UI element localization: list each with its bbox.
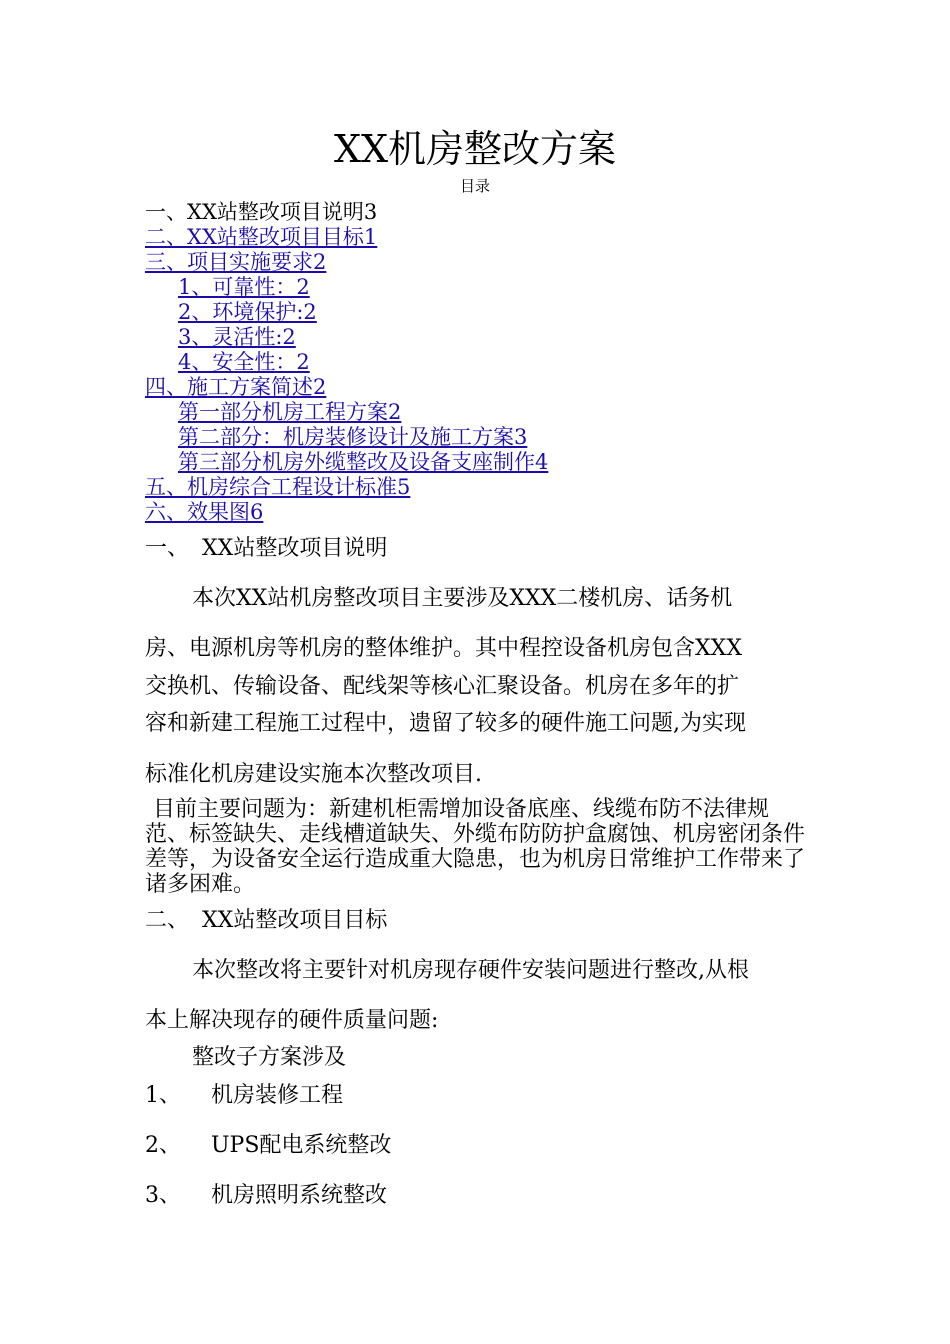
- paragraph-line: 本次整改将主要针对机房现存硬件安装问题进行整改,从根: [192, 958, 749, 983]
- toc-link[interactable]: 三、项目实施要求2: [145, 250, 327, 274]
- toc-link[interactable]: 第一部分机房工程方案2: [178, 400, 402, 424]
- toc-label: 目录: [459, 177, 490, 195]
- section-2-number: 二、: [145, 908, 190, 933]
- toc-entry[interactable]: [178, 325, 296, 350]
- list-item: 机房装修工程: [211, 1083, 344, 1108]
- list-item-number: 3、: [145, 1183, 181, 1208]
- toc-entry[interactable]: [178, 425, 527, 450]
- toc-entry[interactable]: [145, 225, 377, 250]
- list-item: UPS配电系统整改: [211, 1133, 392, 1158]
- toc-link[interactable]: 1、可靠性：2: [178, 275, 310, 299]
- toc-entry[interactable]: [178, 400, 401, 425]
- toc-entry[interactable]: [145, 250, 326, 275]
- toc-entry[interactable]: [178, 350, 310, 375]
- toc-link[interactable]: 四、施工方案简述2: [145, 375, 327, 399]
- toc-link[interactable]: 第三部分机房外缆整改及设备支座制作4: [178, 450, 549, 474]
- toc-link[interactable]: 二、XX站整改项目目标1: [145, 225, 378, 249]
- toc-entry[interactable]: [145, 375, 326, 400]
- toc-link[interactable]: 4、安全性：2: [178, 350, 310, 374]
- list-item-number: 2、: [145, 1133, 181, 1158]
- document-title: XX机房整改方案: [333, 127, 617, 171]
- toc-entry[interactable]: [178, 300, 317, 325]
- toc-link[interactable]: 第二部分：机房装修设计及施工方案3: [178, 425, 528, 449]
- toc-entry[interactable]: [178, 450, 548, 475]
- paragraph-line: 房、电源机房等机房的整体维护。其中程控设备机房包含XXX: [145, 636, 742, 661]
- list-item-number: 1、: [145, 1083, 181, 1108]
- toc-link[interactable]: 六、效果图6: [145, 500, 264, 524]
- section-1-number: 一、: [145, 536, 190, 561]
- toc-link[interactable]: 五、机房综合工程设计标准5: [145, 475, 411, 499]
- toc-link[interactable]: 2、环境保护:2: [178, 300, 317, 324]
- toc-entry[interactable]: [178, 275, 310, 300]
- paragraph-line: 交换机、传输设备、配线架等核心汇聚设备。机房在多年的扩: [145, 674, 740, 699]
- section-2-heading: XX站整改项目目标: [202, 908, 388, 933]
- toc-entry[interactable]: [145, 500, 263, 525]
- paragraph-line: 标准化机房建设实施本次整改项目.: [145, 762, 482, 787]
- subplan-intro: 整改子方案涉及: [192, 1045, 347, 1070]
- toc-entry[interactable]: 一、XX站整改项目说明3: [145, 200, 378, 224]
- toc-link[interactable]: 3、灵活性:2: [178, 325, 296, 349]
- list-item: 机房照明系统整改: [211, 1183, 388, 1208]
- section-1-heading: XX站整改项目说明: [202, 536, 388, 561]
- toc-entry[interactable]: [145, 475, 410, 500]
- problems-paragraph: 目前主要问题为：新建机柜需增加设备底座、线缆布防不法律规范、标签缺失、走线槽道缺失、外缆布防防护盒腐蚀、机房密闭条件差等，为设备安全运行造成重大隐患，也为机房日常维护工作带来了诸多困难。: [145, 797, 806, 897]
- paragraph-line: 容和新建工程施工过程中，遗留了较多的硬件施工问题,为实现: [145, 711, 746, 736]
- paragraph-line: 本次XX站机房整改项目主要涉及XXX二楼机房、话务机: [192, 586, 733, 611]
- paragraph-line: 本上解决现存的硬件质量问题:: [145, 1008, 439, 1033]
